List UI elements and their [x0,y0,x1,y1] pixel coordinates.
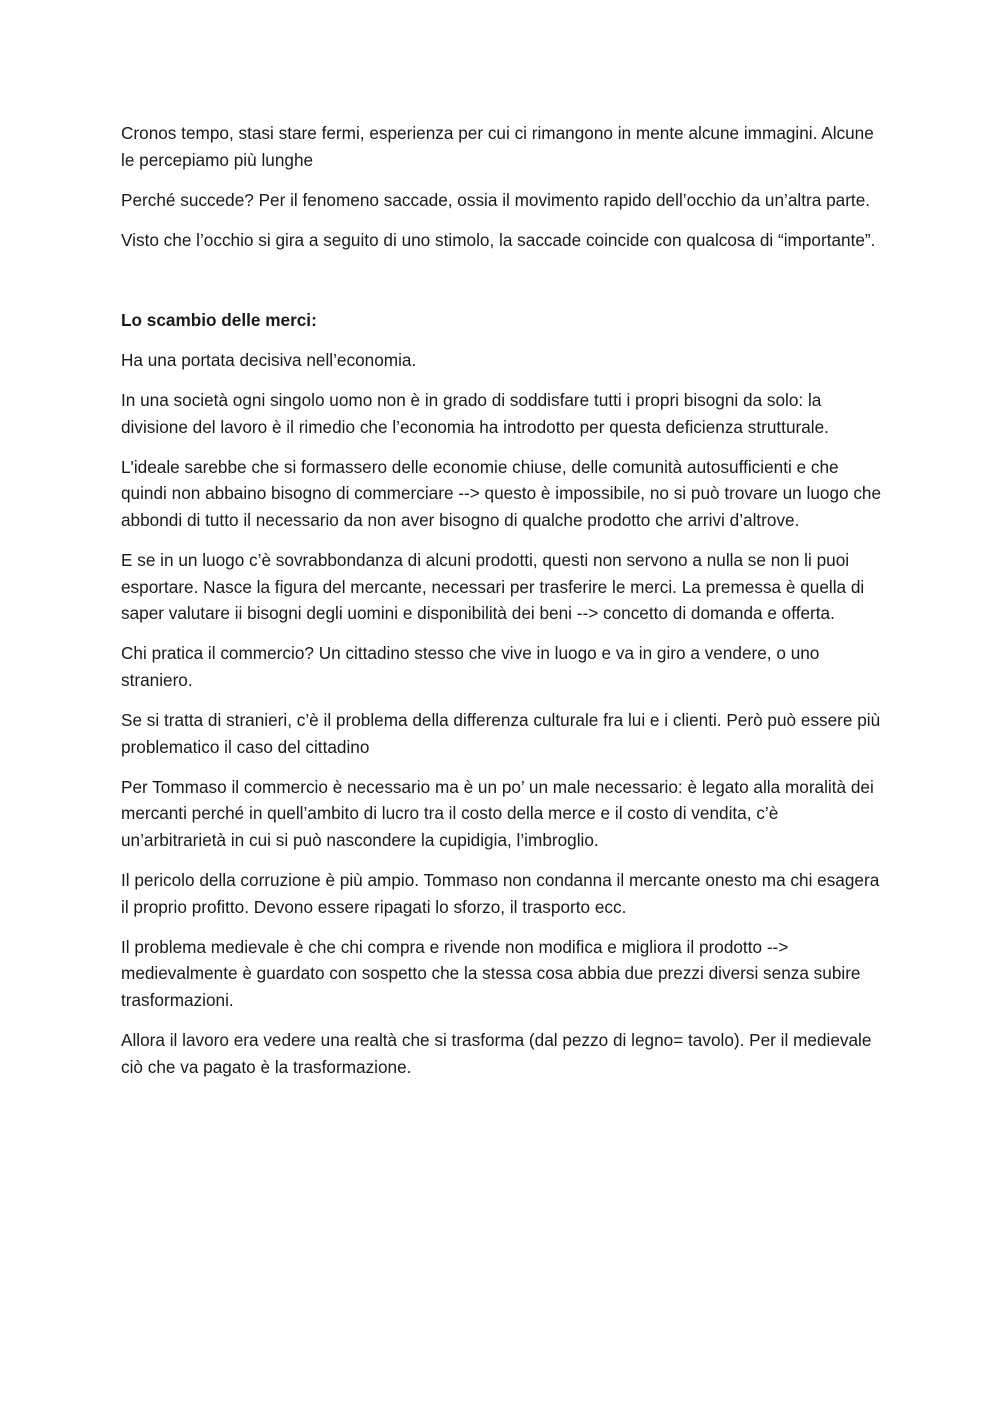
paragraph: Se si tratta di stranieri, c’è il problema della differenza culturale fra lui e i clienti. Però può essere più problematico il caso del cittadino [121,710,881,757]
blank-line [121,267,883,307]
paragraph: Cronos tempo, stasi stare fermi, esperienza per cui ci rimangono in mente alcune immagini. Alcune le percepiamo più lunghe [121,123,874,170]
paragraph: Perché succede? Per il fenomeno saccade, ossia il movimento rapido dell’occhio da un’altra parte. [121,189,871,210]
section-heading: Lo scambio delle merci: [121,309,317,330]
paragraph: E se in un luogo c’è sovrabbondanza di alcuni prodotti, questi non servono a nulla se non li puoi esportare. Nasce la figura del mercante, necessari per trasferire le merci. La premessa è quella di saper valutare ii bisogni degli uomini e disponibilità dei beni --> concetto di domanda e offerta. [121,550,865,624]
paragraph: Il pericolo della corruzione è più ampio. Tommaso non condanna il mercante onesto ma chi esagera il proprio profitto. Devono essere ripagati lo sforzo, il trasporto ecc. [121,869,880,917]
document-body [121,120,883,1094]
paragraph: Visto che l’occhio si gira a seguito di uno stimolo, la saccade coincide con qualcosa di “importante”. [121,229,876,250]
paragraph: Allora il lavoro era vedere una realtà che si trasforma (dal pezzo di legno= tavolo). Per il medievale ciò che va pagato è la trasformazione. [121,1029,872,1077]
paragraph: Il problema medievale è che chi compra e rivende non modifica e migliora il prodotto --> medievalmente è guardato con sospetto che la stessa cosa abbia due prezzi diversi senza subire trasformazioni. [121,936,861,1010]
paragraph: Chi pratica il commercio? Un cittadino stesso che vive in luogo e va in giro a vendere, o uno straniero. [121,643,820,690]
paragraph: Per Tommaso il commercio è necessario ma è un po’ un male necessario: è legato alla moralità dei mercanti perché in quell’ambito di lucro tra il costo della merce e il costo di vendita, c’è un’arbitrarietà in cui si può nascondere la cupidigia, l’imbroglio. [121,776,874,850]
paragraph: Ha una portata decisiva nell’economia. [121,349,417,370]
paragraph: L'ideale sarebbe che si formassero delle economie chiuse, delle comunità autosufficienti e che quindi non abbaino bisogno di commerciare --> questo è impossibile, no si può trovare un luogo che abbondi di tutto il necessario da non aver bisogno di qualche prodotto che arrivi d’altrove. [121,456,882,530]
paragraph: In una società ogni singolo uomo non è in grado di soddisfare tutti i propri bisogni da solo: la divisione del lavoro è il rimedio che l’economia ha introdotto per questa deficienza strutturale. [121,390,829,437]
